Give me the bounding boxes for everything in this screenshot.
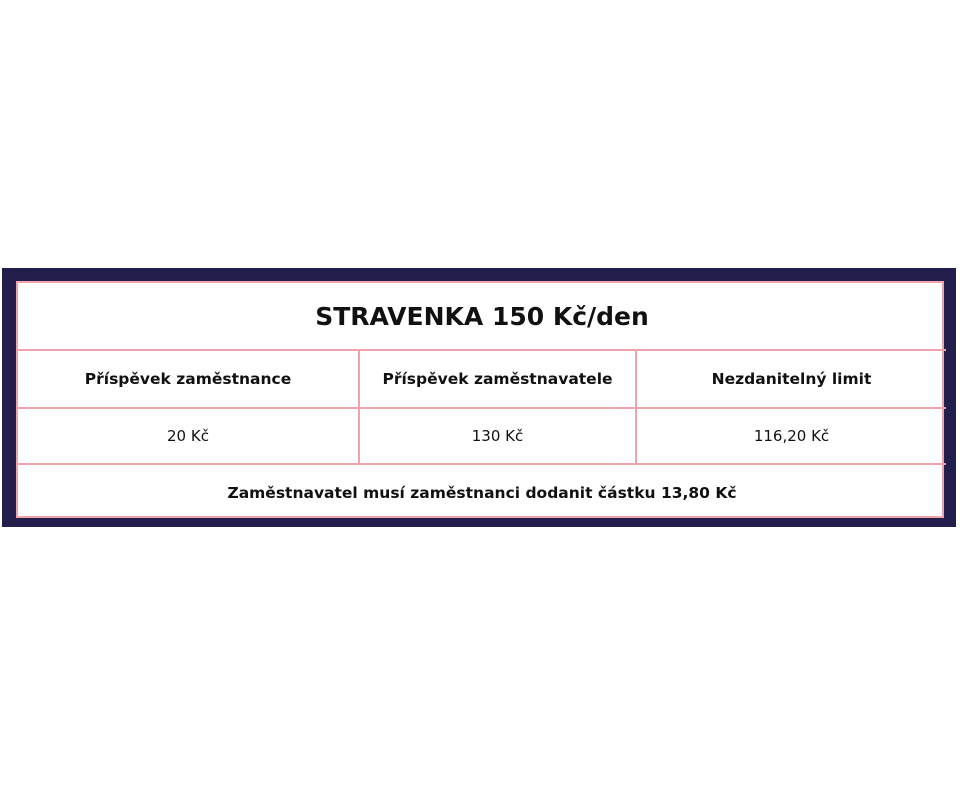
- title-row: [18, 283, 946, 350]
- table-title: STRAVENKA 150 Kč/den: [18, 283, 946, 350]
- value-employee-contribution: 20 Kč: [18, 408, 359, 464]
- value-tax-free-limit: 116,20 Kč: [636, 408, 946, 464]
- header-tax-free-limit: Nezdanitelný limit: [636, 350, 946, 408]
- voucher-table: [18, 283, 946, 520]
- value-row: [18, 408, 946, 464]
- header-row: [18, 350, 946, 408]
- table-note: Zaměstnavatel musí zaměstnanci dodanit částku 13,80 Kč: [18, 464, 946, 520]
- header-employee-contribution: Příspěvek zaměstnance: [18, 350, 359, 408]
- note-row: [18, 464, 946, 520]
- header-employer-contribution: Příspěvek zaměstnavatele: [359, 350, 636, 408]
- table-frame: [2, 268, 956, 527]
- meal-voucher-table: [16, 281, 944, 518]
- value-employer-contribution: 130 Kč: [359, 408, 636, 464]
